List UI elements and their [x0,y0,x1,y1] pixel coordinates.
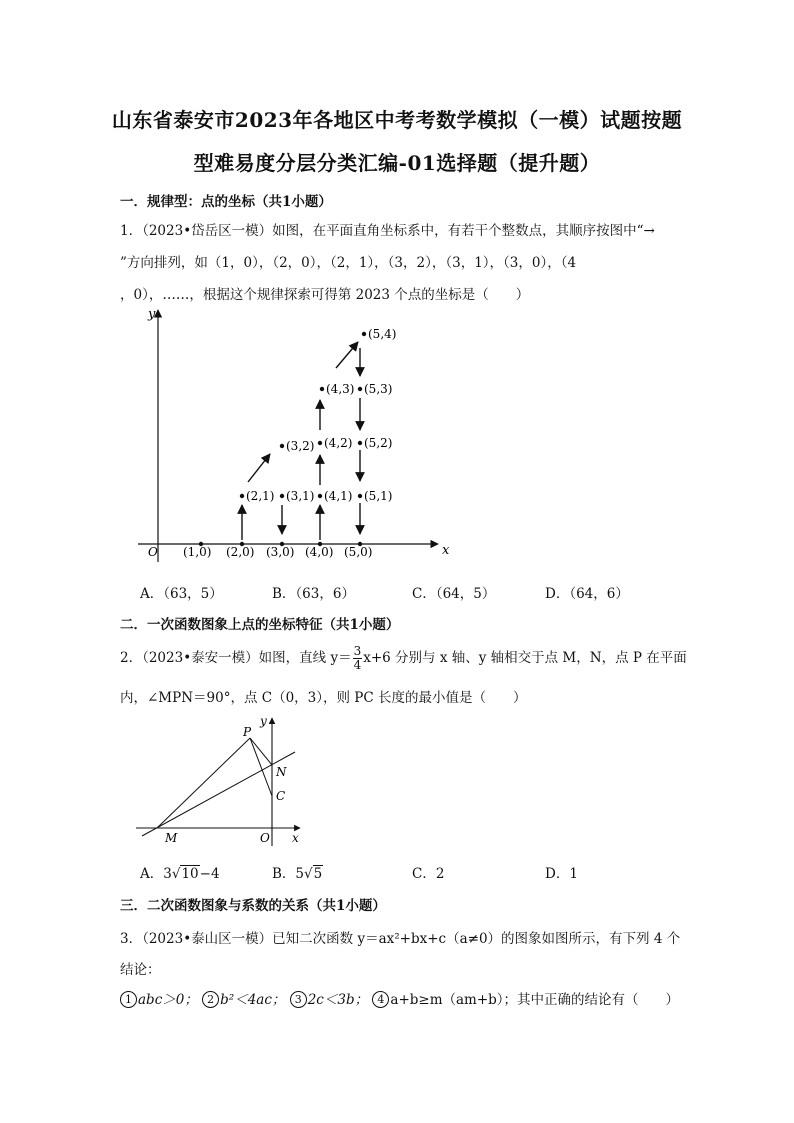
q1-origin-label: O [148,545,158,559]
section-heading-1: 一．规律型：点的坐标（共1小题） [120,194,332,210]
q1-label-3-1: (3,1) [286,489,315,503]
doc-title-line-2: 型难易度分层分类汇编-01选择题（提升题） [193,151,601,175]
q2-option-d: D．1 [545,866,578,882]
q2-option-a-suffix: −4 [199,866,220,882]
q1-lattice-figure [120,300,460,565]
q1-label-5-4: (5,4) [368,327,397,341]
q3-item-4-number: 4 [372,991,389,1008]
q1-label-5-1: (5,1) [364,489,393,503]
q2-text-line-2: 内，∠MPN＝90°，点 C（0，3），则 PC 长度的最小值是（ ） [120,690,527,706]
q1-label-5-0: (5,0) [344,545,373,559]
q1-label-5-2: (5,2) [364,436,393,450]
q2-text-mid: x+6 分别与 x 轴、y 轴相交于点 M，N，点 P 在平面 [363,650,687,666]
section-heading-3: 三．二次函数图象与系数的关系（共1小题） [120,898,386,914]
q2-label-y: y [260,714,267,728]
q3-item-2-number: 2 [202,991,219,1008]
q1-label-2-1: (2,1) [246,489,275,503]
q3-item-2: b²＜4ac； [220,992,286,1008]
q3-text-line-1: 3．（2023•泰山区一模）已知二次函数 y＝ax²+bx+c（a≠0）的图象如图所示，有下列 4 个 [120,931,681,947]
q3-item-1-number: 1 [120,991,137,1008]
q3-item-1: abc＞0； [138,992,198,1008]
q2-option-b-radicand: 5 [313,866,323,882]
q2-option-a-prefix: A．3 [140,866,172,882]
q1-label-4-3: (4,3) [326,382,355,396]
q2-segment-pn [250,738,272,765]
q2-segment-mp [157,738,250,828]
q1-label-4-0: (4,0) [305,545,334,559]
q2-option-b-radical-sign: √ [304,866,313,882]
q1-label-4-1: (4,1) [324,489,353,503]
q1-label-1-0: (1,0) [183,545,212,559]
q1-label-2-0: (2,0) [226,545,255,559]
q3-text-line-2: 结论： [120,962,161,978]
q2-fraction-denominator: 4 [353,658,362,672]
q2-option-a-radical-sign: √ [171,866,181,882]
doc-title-line-1: 山东省泰安市2023年各地区中考考数学模拟（一模）试题按题 [111,108,683,132]
q1-text-line-1: 1．（2023•岱岳区一模）如图，在平面直角坐标系中，有若干个整数点，其顺序按图中“→ [120,223,655,239]
q2-fraction-numerator: 3 [353,644,362,658]
q2-geometry-figure [130,710,320,850]
q2-option-b-prefix: B．5 [272,866,305,882]
q2-option-a-radicand: 10 [181,866,199,882]
q1-label-3-0: (3,0) [266,545,295,559]
q1-option-b: B．（63，6） [272,586,355,602]
q1-label-3-2: (3,2) [286,439,315,453]
q1-label-4-2: (4,2) [324,436,353,450]
q2-label-c: C [276,789,286,803]
q1-option-a: A．（63，5） [140,586,223,602]
q3-item-3-number: 3 [290,991,307,1008]
q2-label-n: N [276,765,287,779]
q3-item-3: 2c＜3b； [307,992,369,1008]
q1-option-d: D．（64，6） [545,586,629,602]
q2-text-line-1 [120,645,687,672]
q2-label-m: M [165,831,178,845]
q3-item-4: a+b≥m（am+b）；其中正确的结论有（ ） [390,992,680,1008]
q2-label-o: O [260,831,270,845]
q2-option-a [140,862,220,882]
q2-fraction [353,645,363,672]
q1-text-line-3: ，0），……，根据这个规律探索可得第 2023 个点的坐标是（ ） [120,287,530,303]
q1-text-line-2: ”方向排列，如（1，0），（2，0），（2，1），（3，2），（3，1），（3，0），（4 [120,255,577,271]
q3-conclusions [120,988,679,1008]
q2-text-prefix: 2．（2023•泰安一模）如图，直线 y＝ [120,650,352,666]
q2-option-b [272,862,323,882]
q2-label-p: P [243,725,252,739]
q2-option-c: C．2 [412,866,445,882]
q1-axis-x-label: x [442,543,450,558]
q1-option-c: C．（64，5） [412,586,496,602]
section-heading-2: 二．一次函数图象上点的坐标特征（共1小题） [120,617,400,633]
q1-label-5-3: (5,3) [364,382,393,396]
q1-axis-y-label: y [148,307,156,322]
q2-label-x: x [292,831,299,845]
